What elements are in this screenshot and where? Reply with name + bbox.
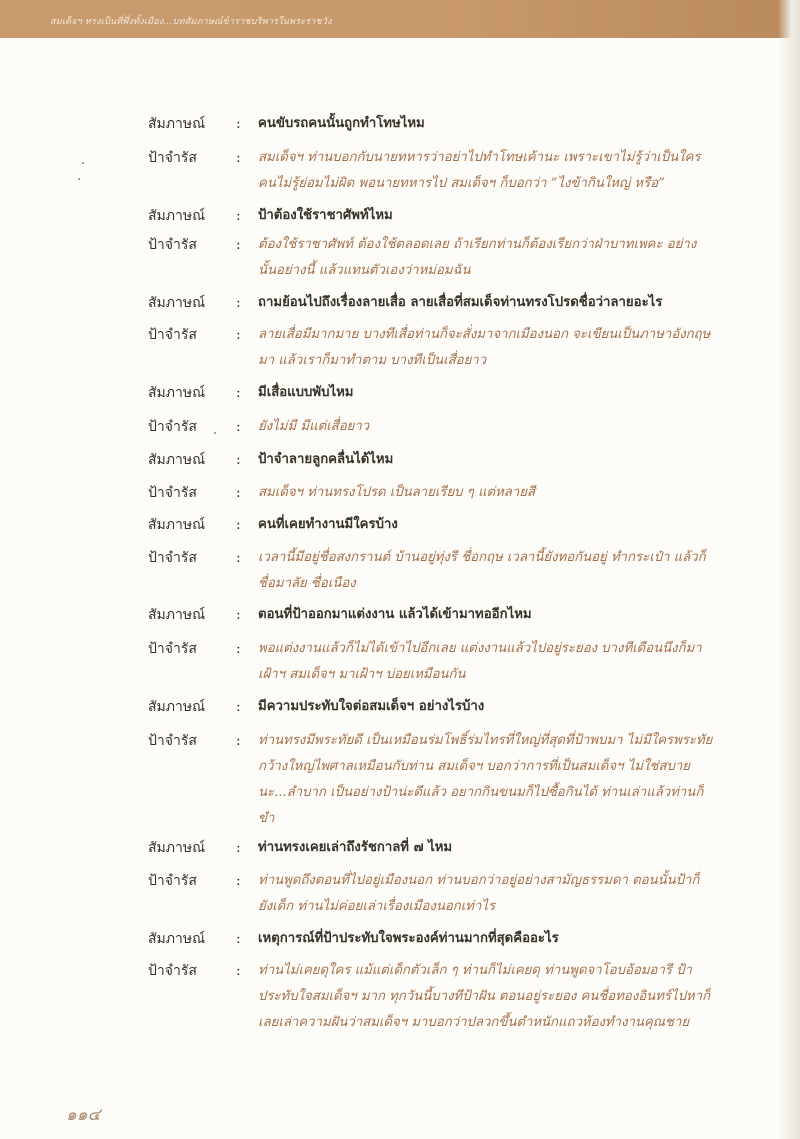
separator-colon: : <box>236 641 241 657</box>
interview-question: มีเสื่อแบบพับไหม <box>258 385 354 400</box>
separator-colon: : <box>236 208 241 224</box>
separator-colon: : <box>236 452 241 468</box>
interview-answer: พอแต่งงานแล้วก็ไม่ได้เข้าไปอีกเลย แต่งงานแล้วไปอยู่ระยอง บางทีเดือนนึงก็มาเฝ้าฯ สมเด็จฯ มาเฝ้าฯ บ่อยเหมือนกัน <box>258 641 702 682</box>
interview-question: ป้าจำลายลูกคลื่นได้ไหม <box>258 452 394 467</box>
speaker-label: สัมภาษณ์ <box>148 385 206 401</box>
separator-colon: : <box>236 116 241 132</box>
speaker-label: สัมภาษณ์ <box>148 517 206 533</box>
interview-answer: ท่านไม่เคยดุใคร แม้แต่เด็กตัวเล็ก ๆ ท่านก็ไม่เคยดุ ท่านพูดจาโอบอ้อมอารี ป้าประทับใจสมเด็จฯ มาก ทุกวันนี้บางทีป้าฝัน ตอนอยู่ระยอง คนชื่อทองอินทร์ไปหาก็เลยเล่าความฝันว่าสมเด็จฯ มาบอกว่าปลวกขึ้นตำหนักแถวห้องทำงานคุณชาย <box>258 963 711 1030</box>
separator-colon: : <box>236 385 241 401</box>
separator-colon: : <box>236 963 241 979</box>
interview-answer: เวลานี้มีอยู่ชื่อสงกรานต์ บ้านอยู่ทุ่งรี ชื่อกฤษ เวลานี้ยังทอกันอยู่ ทำกระเป๋า แล้วก็ชื่อมาลัย ชื่อเนือง <box>258 550 706 591</box>
speaker-label: ป้าจำรัส <box>148 150 197 166</box>
interview-question: เหตุการณ์ที่ป้าประทับใจพระองค์ท่านมากที่สุดคืออะไร <box>258 931 559 946</box>
separator-colon: : <box>236 419 241 435</box>
speaker-label: สัมภาษณ์ <box>148 295 206 311</box>
interview-answer: ท่านพูดถึงตอนที่ไปอยู่เมืองนอก ท่านบอกว่าอยู่อย่างสามัญธรรมดา ตอนนั้นป้าก็ยังเด็ก ท่านไม่ค่อยเล่าเรื่องเมืองนอกเท่าไร <box>258 873 700 914</box>
speaker-label: ป้าจำรัส <box>148 550 197 566</box>
speaker-label: สัมภาษณ์ <box>148 116 206 132</box>
speaker-label: ป้าจำรัส <box>148 327 197 343</box>
print-speck <box>82 162 84 164</box>
speaker-label: ป้าจำรัส <box>148 733 197 749</box>
speaker-label: ป้าจำรัส <box>148 641 197 657</box>
interview-question: ถามย้อนไปถึงเรื่องลายเสื่อ ลายเสื่อที่สมเด็จท่านทรงโปรดชื่อว่าลายอะไร <box>258 295 663 310</box>
separator-colon: : <box>236 150 241 166</box>
separator-colon: : <box>236 840 241 856</box>
interview-question: มีความประทับใจต่อสมเด็จฯ อย่างไรบ้าง <box>258 699 485 714</box>
separator-colon: : <box>236 607 241 623</box>
interview-answer: ยังไม่มี มีแต่เสื่อยาว <box>258 419 370 434</box>
print-speck <box>214 432 216 434</box>
interview-question: คนขับรถคนนั้นถูกทำโทษไหม <box>258 116 425 131</box>
interview-answer: ต้องใช้ราชาศัพท์ ต้องใช้ตลอดเลย ถ้าเรียกท่านก็ต้องเรียกว่าฝ่าบาทเพคะ อย่างนั้นอย่างนี้ แล้วแทนตัวเองว่าหม่อมฉัน <box>258 237 697 278</box>
speaker-label: สัมภาษณ์ <box>148 208 206 224</box>
interview-question: ท่านทรงเคยเล่าถึงรัชกาลที่ ๗ ไหม <box>258 840 453 855</box>
separator-colon: : <box>236 485 241 501</box>
print-speck <box>78 178 80 180</box>
speaker-label: สัมภาษณ์ <box>148 452 206 468</box>
separator-colon: : <box>236 295 241 311</box>
separator-colon: : <box>236 550 241 566</box>
separator-colon: : <box>236 873 241 889</box>
separator-colon: : <box>236 733 241 749</box>
separator-colon: : <box>236 517 241 533</box>
interview-question: ตอนที่ป้าออกมาแต่งงาน แล้วได้เข้ามาทออีกไหม <box>258 607 532 622</box>
interview-question: ป้าต้องใช้ราชาศัพท์ไหม <box>258 208 393 223</box>
speaker-label: สัมภาษณ์ <box>148 607 206 623</box>
separator-colon: : <box>236 237 241 253</box>
separator-colon: : <box>236 699 241 715</box>
interview-answer: ท่านทรงมีพระทัยดี เป็นเหมือนร่มโพธิ์ร่มไทรที่ใหญ่ที่สุดที่ป้าพบมา ไม่มีใครพระทัยกว้างใหญ่ไพศาลเหมือนกับท่าน สมเด็จฯ บอกว่าการที่เป็นสมเด็จฯ ไม่ใช่สบายนะ...ลำบาก เป็นอย่างป้าน่ะดีแล้ว อยากกินขนมก็ไปซื้อกินได้ ท่านเล่าแล้วท่านก็ขำ <box>258 733 713 826</box>
interview-answer: ลายเสื่อมีมากมาย บางทีเสื่อท่านก็จะสั่งมาจากเมืองนอก จะเขียนเป็นภาษาอังกฤษมา แล้วเราก็มาทำตาม บางทีเป็นเสื่อยาว <box>258 327 711 368</box>
speaker-label: ป้าจำรัส <box>148 237 197 253</box>
speaker-label: ป้าจำรัส <box>148 963 197 979</box>
interview-question: คนที่เคยทำงานมีใครบ้าง <box>258 517 398 532</box>
page-number: ๑๑๔ <box>66 1105 101 1125</box>
interview-answer: สมเด็จฯ ท่านบอกกับนายทหารว่าอย่าไปทำโทษเค้านะ เพราะเขาไม่รู้ว่าเป็นใคร คนไม่รู้ย่อมไม่ผิด พอนายทหารไป สมเด็จฯ ก็บอกว่า “ไงข้ากินใหญ่ หรือ” <box>258 150 701 191</box>
speaker-label: ป้าจำรัส <box>148 485 197 501</box>
speaker-label: สัมภาษณ์ <box>148 931 206 947</box>
speaker-label: ป้าจำรัส <box>148 873 197 889</box>
speaker-label: สัมภาษณ์ <box>148 840 206 856</box>
running-title: สมเด็จฯ ทรงเป็นที่พึ่งทั้งเมือง...บทสัมภาษณ์ข้าราชบริพารในพระราชวัง <box>50 17 332 27</box>
separator-colon: : <box>236 327 241 343</box>
speaker-label: สัมภาษณ์ <box>148 699 206 715</box>
separator-colon: : <box>236 931 241 947</box>
speaker-label: ป้าจำรัส <box>148 419 197 435</box>
interview-answer: สมเด็จฯ ท่านทรงโปรด เป็นลายเรียบ ๆ แต่หลายสี <box>258 485 536 500</box>
